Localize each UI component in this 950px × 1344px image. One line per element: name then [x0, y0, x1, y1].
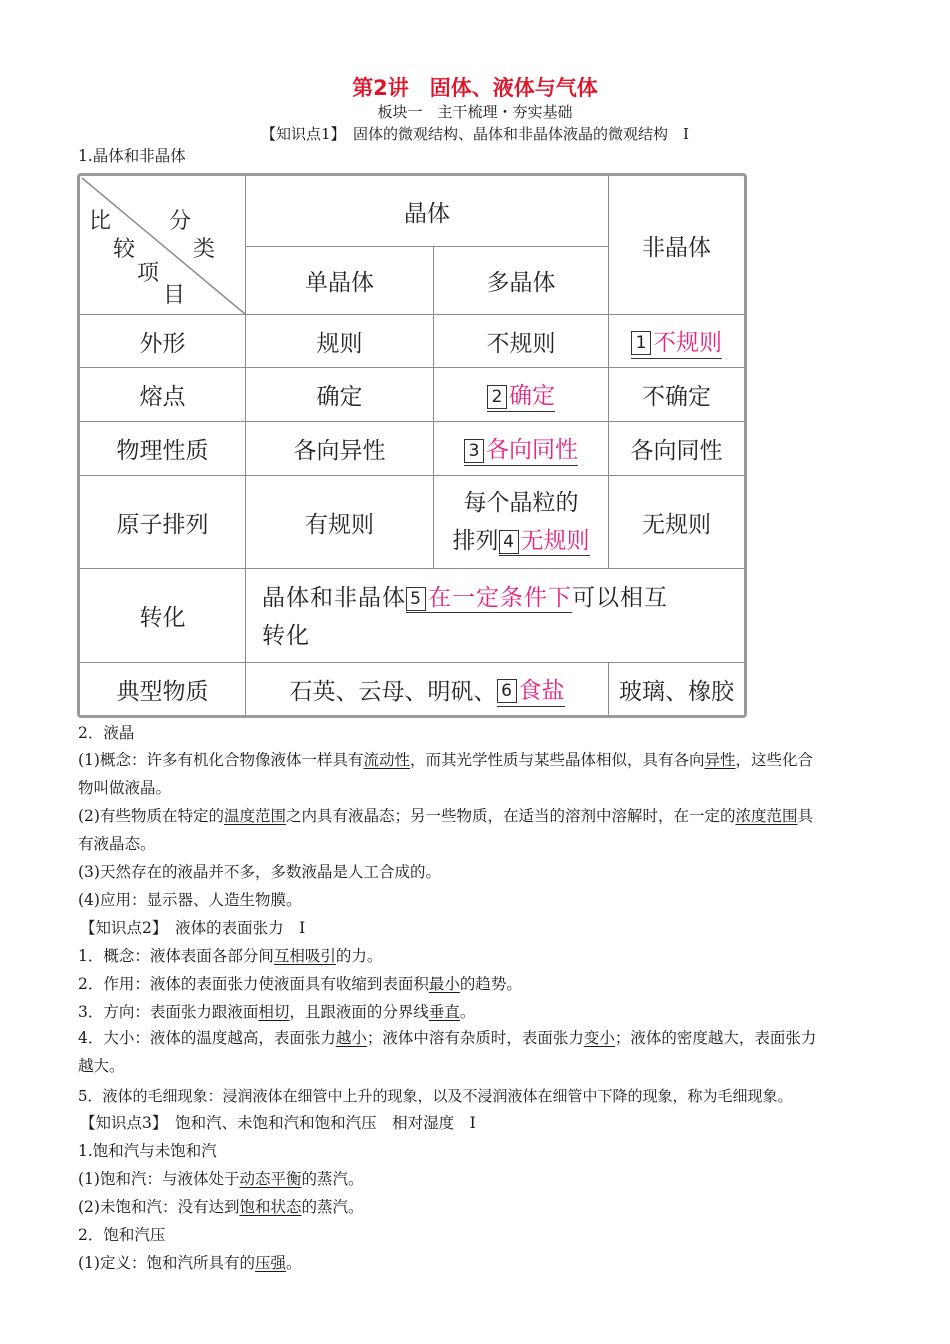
- liquid-crystal-heading: 2．液晶: [78, 724, 135, 742]
- answer-number-box: 6: [497, 679, 517, 703]
- row-label-transformation: 转化: [139, 605, 186, 631]
- cell-value: 每个晶粒的: [463, 490, 579, 516]
- surface-tension-magnitude: 4．大小：液体的温度越高，表面张力越小；液体中溶有杂质时，表面张力变小；液体的密度越大，表面张力 越大。: [78, 1029, 817, 1075]
- cell-value: 各向异性: [293, 438, 386, 464]
- corner-label: 项: [137, 261, 160, 286]
- cell-value: 排列: [452, 528, 499, 554]
- answer-number-box: 3: [464, 439, 484, 463]
- answer-cell: [434, 422, 608, 475]
- cell-value: 石英、云母、明矾、: [289, 678, 497, 705]
- knowledge-point-2-heading: 【知识点2】 液体的表面张力 Ⅰ: [80, 919, 306, 937]
- corner-label: 比: [89, 209, 112, 234]
- header-amorphous: 非晶体: [642, 234, 711, 261]
- header-crystal: 晶体: [404, 200, 450, 227]
- answer-cell: [609, 315, 744, 367]
- cell-value: 确定: [316, 384, 363, 410]
- cell-value: 规则: [316, 330, 363, 357]
- unsaturated-vapor-def: (2)未饱和汽：没有达到饱和状态的蒸汽。: [78, 1198, 364, 1216]
- answer-cell: [434, 368, 608, 421]
- saturated-vapor-def: (1)饱和汽：与液体处于动态平衡的蒸汽。: [78, 1170, 364, 1188]
- cell-value: 各向同性: [630, 438, 723, 464]
- crystal-section-heading: 1.晶体和非晶体: [78, 147, 186, 165]
- page-title: 第2讲 固体、液体与气体: [352, 76, 598, 100]
- answer-text: 各向同性: [486, 437, 578, 463]
- answer-cell: [246, 663, 608, 715]
- corner-label: 类: [193, 237, 216, 262]
- liquid-crystal-range: (2)有些物质在特定的温度范围之内具有液晶态；另一些物质，在适当的溶剂中溶解时，在一定的浓度范围具 有液晶态。: [78, 807, 814, 853]
- answer-text: 确定: [509, 383, 555, 409]
- liquid-crystal-natural: (3)天然存在的液晶并不多，多数液晶是人工合成的。: [78, 863, 441, 881]
- cell-value: 不规则: [486, 330, 556, 357]
- row-label-typical-substances: 典型物质: [116, 678, 209, 705]
- row-label-physical-properties: 物理性质: [116, 438, 209, 464]
- vapor-pressure-heading: 2．饱和汽压: [78, 1226, 166, 1244]
- transformation-cell: [246, 569, 744, 662]
- answer-number-box: 5: [406, 587, 426, 611]
- corner-label: 较: [113, 237, 136, 262]
- header-single-crystal: 单晶体: [305, 270, 374, 296]
- row-label-shape: 外形: [139, 330, 186, 357]
- answer-number-box: 2: [487, 385, 507, 409]
- answer-number-box: 4: [499, 530, 519, 554]
- vapor-pressure-def: (1)定义：饱和汽所具有的压强。: [78, 1254, 302, 1272]
- cell-answer-line: [453, 522, 590, 560]
- answer-text: 无规则: [520, 528, 590, 554]
- section-subtitle: 板块一 主干梳理・夯实基础: [377, 103, 573, 121]
- cell-value: 转化: [262, 623, 310, 649]
- cell-value: 玻璃、橡胶: [619, 678, 734, 705]
- knowledge-point-1-heading: 【知识点1】 固体的微观结构、晶体和非晶体液晶的微观结构 Ⅰ: [261, 125, 689, 143]
- cell-value: 可以相互: [572, 585, 668, 611]
- knowledge-point-3-heading: 【知识点3】 饱和汽、未饱和汽和饱和汽压 相对湿度 Ⅰ: [80, 1114, 476, 1132]
- row-label-atom-arrangement: 原子排列: [116, 511, 209, 538]
- corner-label: 目: [163, 283, 186, 308]
- cell-value: 无规则: [642, 511, 711, 538]
- surface-tension-concept: 1．概念：液体表面各部分间互相吸引的力。: [78, 947, 383, 965]
- surface-tension-effect: 2．作用：液体的表面张力使液面具有收缩到表面积最小的趋势。: [78, 975, 522, 993]
- capillary-phenomenon: 5．液体的毛细现象：浸润液体在细管中上升的现象，以及不浸润液体在细管中下降的现象，称为毛细现象。: [78, 1087, 793, 1105]
- answer-text: 在一定条件下: [428, 585, 572, 611]
- answer-text: 不规则: [653, 329, 722, 356]
- row-label-melting-point: 熔点: [139, 384, 186, 410]
- corner-label: 分: [169, 209, 192, 234]
- cell-value: 晶体和非晶体: [262, 585, 406, 611]
- header-polycrystal: 多晶体: [486, 270, 556, 296]
- surface-tension-direction: 3．方向：表面张力跟液面相切，且跟液面的分界线垂直。: [78, 1003, 476, 1021]
- cell-value: 有规则: [305, 511, 374, 538]
- answer-text: 食盐: [518, 677, 565, 704]
- answer-cell: [434, 476, 608, 568]
- liquid-crystal-concept: (1)概念：许多有机化合物像液体一样具有流动性，而其光学性质与某些晶体相似，具有各向异性，这些化合 物叫做液晶。: [78, 751, 814, 797]
- saturated-vapor-heading: 1.饱和汽与未饱和汽: [78, 1142, 217, 1160]
- answer-number-box: 1: [631, 331, 651, 355]
- crystal-comparison-table: [77, 173, 747, 718]
- cell-value: 不确定: [642, 384, 711, 410]
- liquid-crystal-application: (4)应用：显示器、人造生物膜。: [78, 891, 302, 909]
